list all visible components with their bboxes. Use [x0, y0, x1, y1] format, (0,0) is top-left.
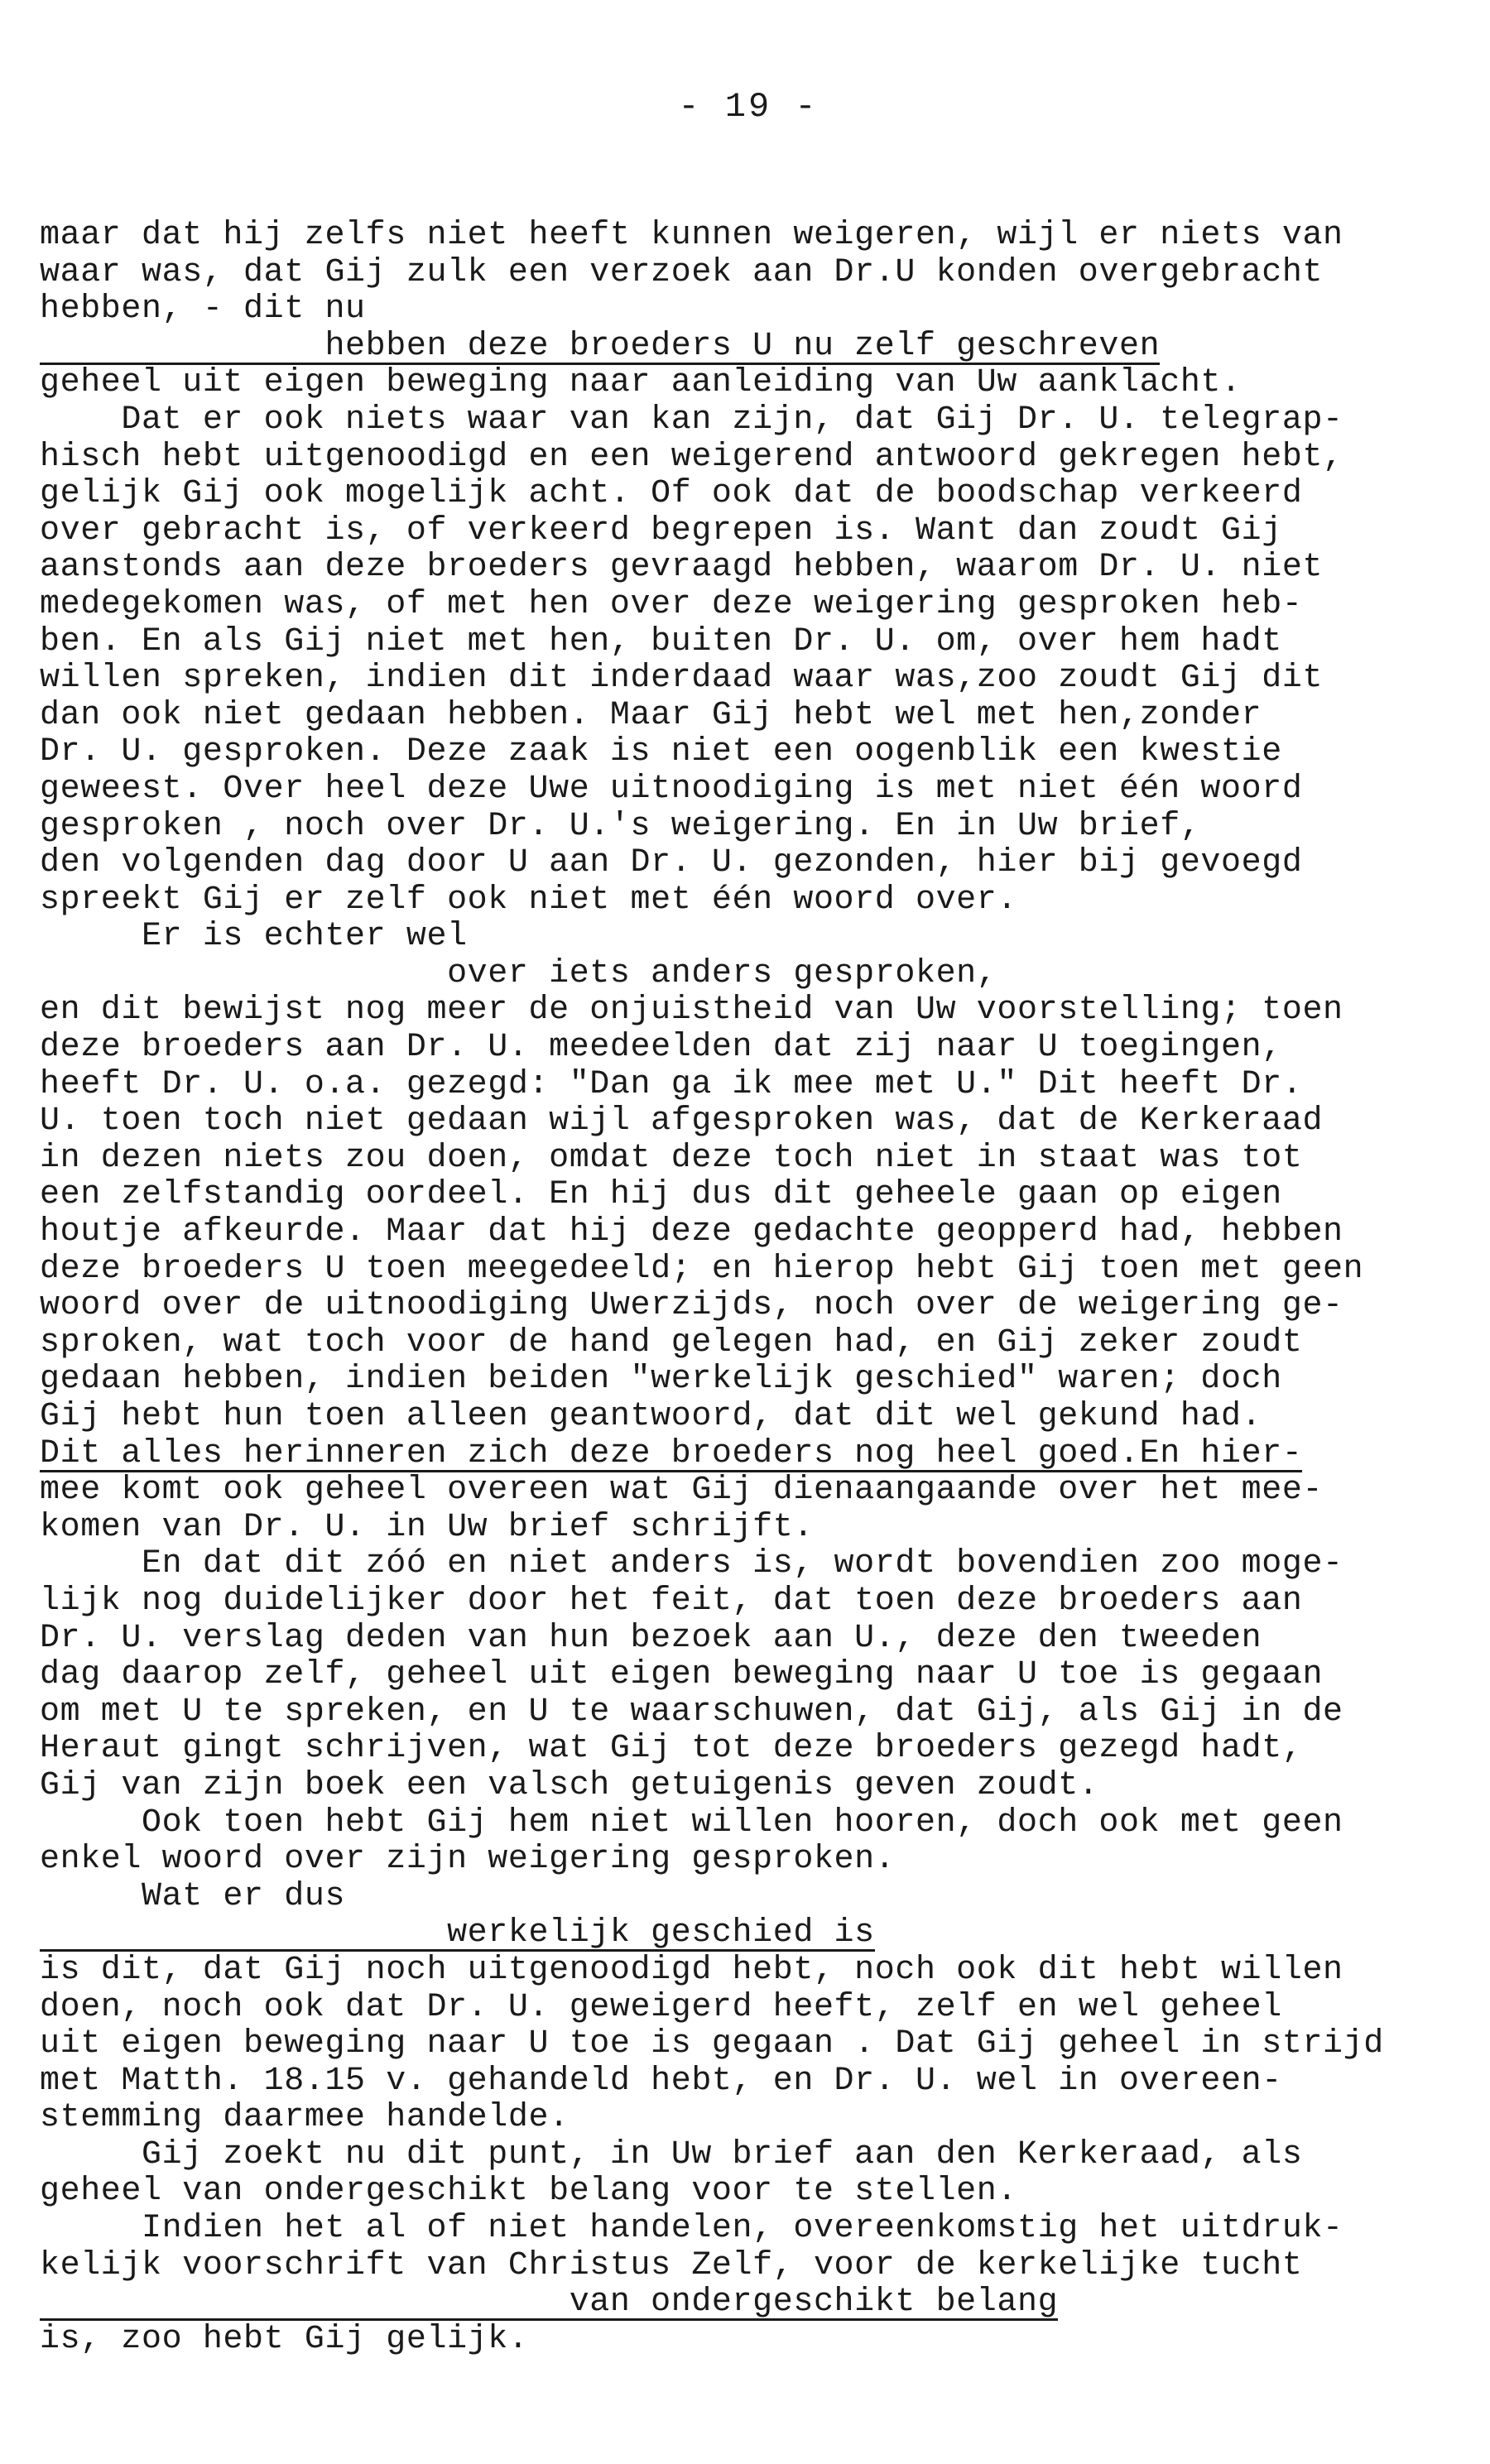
- text-line: geheel uit eigen beweging naar aanleiding van Uw aanklacht.: [40, 364, 1242, 402]
- text-line: lijk nog duidelijker door het feit, dat toen deze broeders aan: [40, 1582, 1303, 1620]
- text-line: Dr. U. verslag deden van hun bezoek aan U., deze den tweeden: [40, 1619, 1262, 1657]
- text-line: sproken, wat toch voor de hand gelegen had, en Gij zeker zoudt: [40, 1323, 1303, 1362]
- text-line: stemming daarmee handelde.: [40, 2099, 570, 2137]
- text-line: kelijk voorschrift van Christus Zelf, voor de kerkelijke tucht: [40, 2246, 1303, 2284]
- text-line: medegekomen was, of met hen over deze weigering gesproken heb-: [40, 585, 1303, 623]
- text-line: is dit, dat Gij noch uitgenoodigd hebt, noch ook dit hebt willen: [40, 1951, 1343, 1989]
- text-line: komen van Dr. U. in Uw brief schrijft.: [40, 1508, 814, 1546]
- text-line: mee komt ook geheel overeen wat Gij dienaangaande over het mee-: [40, 1472, 1324, 1510]
- text-line: deze broeders U toen meegedeeld; en hierop hebt Gij toen met geen: [40, 1250, 1364, 1288]
- text-line: over gebracht is, of verkeerd begrepen is. Want dan zoudt Gij: [40, 512, 1282, 550]
- text-line: gesproken , noch over Dr. U.'s weigering. En in Uw brief,: [40, 807, 1201, 845]
- text-line: gelijk Gij ook mogelijk acht. Of ook dat de boodschap verkeerd: [40, 475, 1303, 513]
- text-line: woord over de uitnoodiging Uwerzijds, noch over de weigering ge-: [40, 1287, 1343, 1325]
- text-line: maar dat hij zelfs niet heeft kunnen weigeren, wijl er niets van: [40, 217, 1343, 254]
- text-line: deze broeders aan Dr. U. meedeelden dat zij naar U toegingen,: [40, 1029, 1282, 1067]
- text-line: dan ook niet gedaan hebben. Maar Gij hebt wel met hen,zonder: [40, 696, 1262, 734]
- text-line: hebben, - dit nu: [40, 291, 366, 329]
- text-line: en dit bewijst nog meer de onjuistheid van Uw voorstelling; toen: [40, 992, 1343, 1030]
- text-line: Er is echter wel: [40, 918, 468, 956]
- text-line-underlined: [40, 2284, 1457, 2322]
- text-line-underlined: [40, 1436, 1457, 1473]
- underlined-phrase: hebben deze broeders U nu zelf geschreven: [40, 327, 1161, 365]
- text-line: Dr. U. gesproken. Deze zaak is niet een oogenblik een kwestie: [40, 733, 1282, 771]
- text-line: is, zoo hebt Gij gelijk.: [40, 2320, 529, 2358]
- text-line: doen, noch ook dat Dr. U. geweigerd heeft, zelf en wel geheel: [40, 1988, 1282, 2026]
- text-line: En dat dit zóó en niet anders is, wordt bovendien zoo moge-: [40, 1545, 1343, 1583]
- text-line-underlined: [40, 1915, 1457, 1952]
- text-line: uit eigen beweging naar U toe is gegaan . Dat Gij geheel in strijd: [40, 2025, 1384, 2063]
- text-line: om met U te spreken, en U te waarschuwen, dat Gij, als Gij in de: [40, 1693, 1343, 1731]
- text-line: willen spreken, indien dit inderdaad waar was,zoo zoudt Gij dit: [40, 660, 1324, 698]
- text-line: houtje afkeurde. Maar dat hij deze gedachte geopperd had, hebben: [40, 1213, 1343, 1251]
- text-line: heeft Dr. U. o.a. gezegd: "Dan ga ik mee met U." Dit heeft Dr.: [40, 1065, 1303, 1103]
- text-line: geweest. Over heel deze Uwe uitnoodiging is met niet één woord: [40, 770, 1303, 808]
- text-line: geheel van ondergeschikt belang voor te stellen.: [40, 2173, 1017, 2211]
- text-line: Gij zoekt nu dit punt, in Uw brief aan den Kerkeraad, als: [40, 2135, 1303, 2173]
- text-line: Heraut gingt schrijven, wat Gij tot deze broeders gezegd hadt,: [40, 1730, 1303, 1768]
- text-line: gedaan hebben, indien beiden "werkelijk geschied" waren; doch: [40, 1361, 1282, 1399]
- typewritten-text: [40, 218, 1457, 2358]
- text-line: spreekt Gij er zelf ook niet met één woord over.: [40, 881, 1017, 919]
- text-line: waar was, dat Gij zulk een verzoek aan Dr.U konden overgebracht: [40, 253, 1324, 291]
- text-line: Wat er dus: [40, 1877, 346, 1915]
- text-line: aanstonds aan deze broeders gevraagd hebben, waarom Dr. U. niet: [40, 549, 1324, 587]
- underlined-phrase: van ondergeschikt belang: [40, 2284, 1059, 2322]
- text-line: enkel woord over zijn weigering gesproken.: [40, 1841, 896, 1879]
- text-line: hisch hebt uitgenoodigd en een weigerend antwoord gekregen hebt,: [40, 438, 1343, 476]
- text-line: met Matth. 18.15 v. gehandeld hebt, en Dr. U. wel in overeen-: [40, 2062, 1282, 2100]
- text-line: Gij hebt hun toen alleen geantwoord, dat dit wel gekund had.: [40, 1398, 1262, 1435]
- page-number: - 19 -: [678, 87, 819, 127]
- text-line: U. toen toch niet gedaan wijl afgesproken was, dat de Kerkeraad: [40, 1102, 1324, 1141]
- text-line: Indien het al of niet handelen, overeenkomstig het uitdruk-: [40, 2210, 1343, 2248]
- text-line: een zelfstandig oordeel. En hij dus dit geheele gaan op eigen: [40, 1176, 1282, 1214]
- text-line-underlined: [40, 329, 1457, 366]
- text-line: in dezen niets zou doen, omdat deze toch niet in staat was tot: [40, 1139, 1303, 1177]
- text-line: Dat er ook niets waar van kan zijn, dat Gij Dr. U. telegrap-: [40, 401, 1343, 439]
- text-line: Gij van zijn boek een valsch getuigenis geven zoudt.: [40, 1766, 1099, 1804]
- text-line: over iets anders gesproken,: [40, 954, 997, 992]
- text-line: dag daarop zelf, geheel uit eigen beweging naar U toe is gegaan: [40, 1656, 1324, 1694]
- text-line: den volgenden dag door U aan Dr. U. gezonden, hier bij gevoegd: [40, 844, 1303, 882]
- text-line: Ook toen hebt Gij hem niet willen hooren, doch ook met geen: [40, 1804, 1343, 1842]
- underlined-phrase: werkelijk geschied is: [40, 1914, 875, 1952]
- underlined-phrase: Dit alles herinneren zich deze broeders nog heel goed.En hier-: [40, 1434, 1303, 1472]
- text-line: ben. En als Gij niet met hen, buiten Dr. U. om, over hem hadt: [40, 622, 1282, 660]
